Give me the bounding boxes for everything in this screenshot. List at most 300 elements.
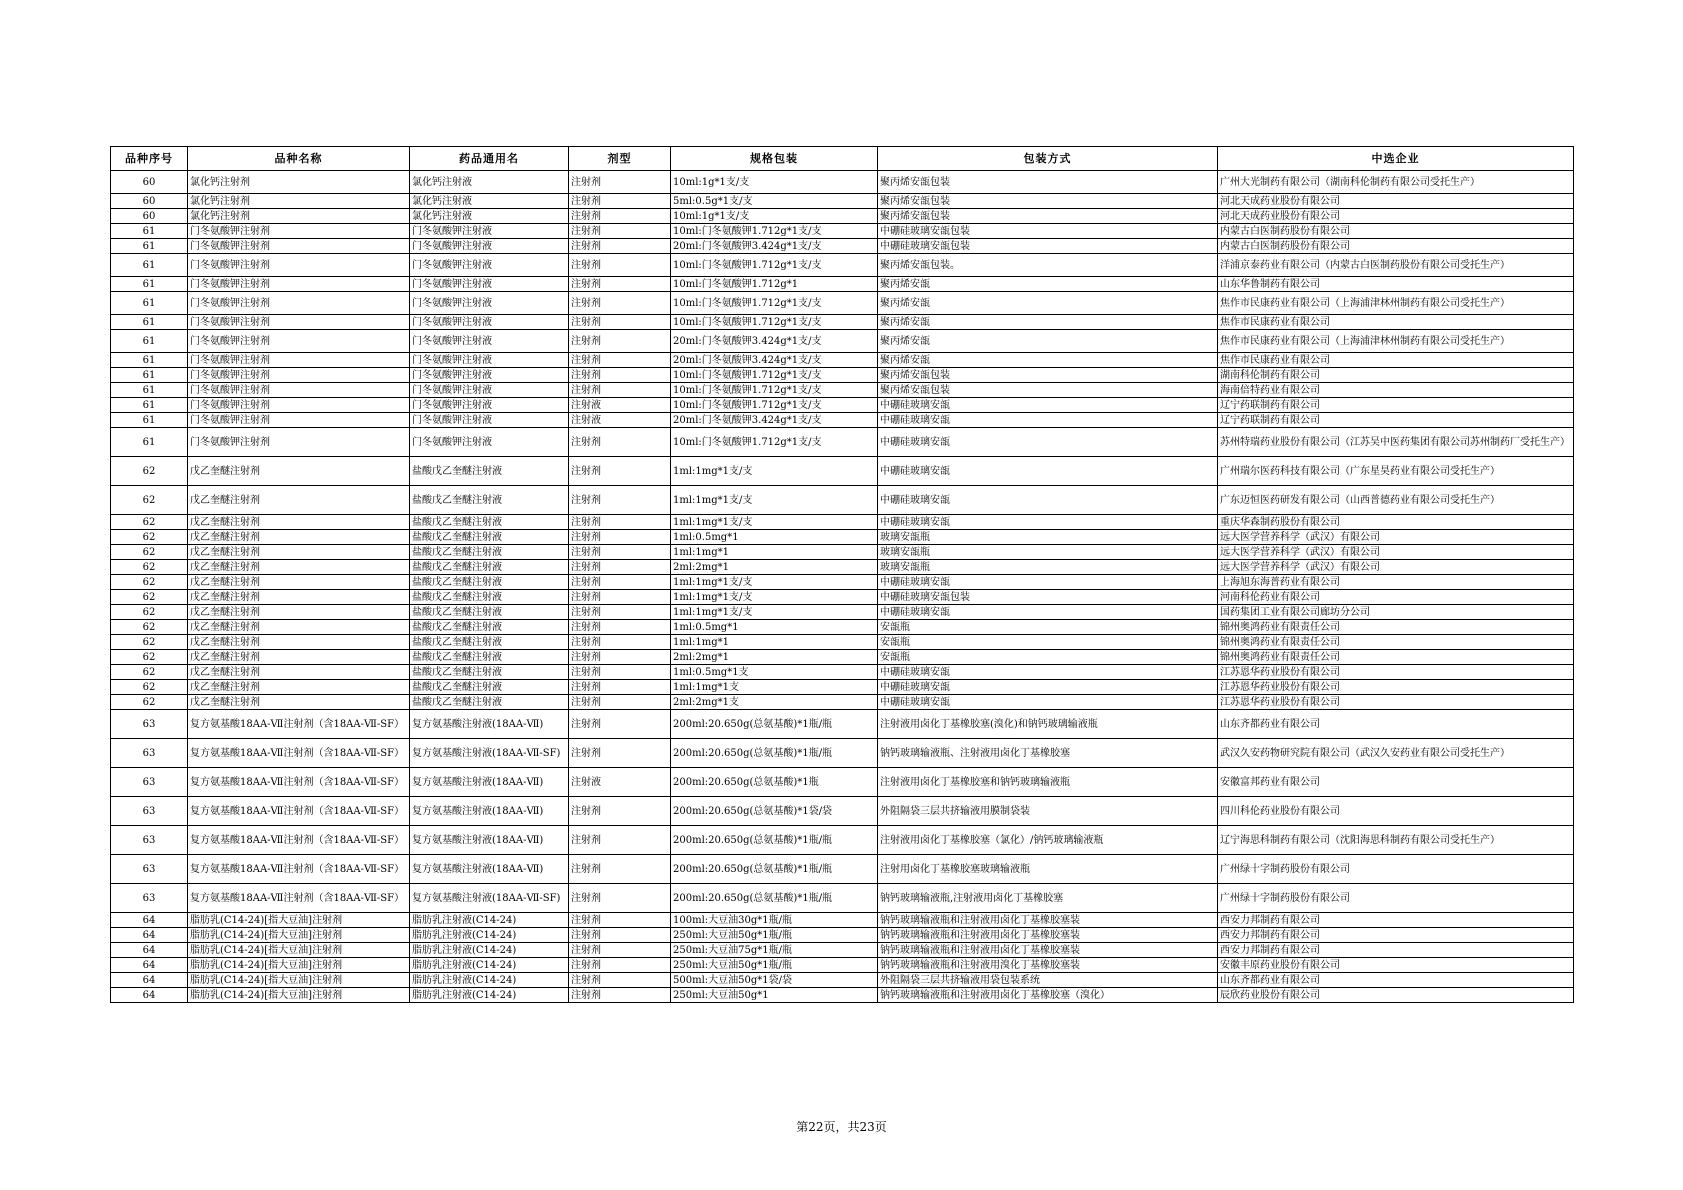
cell-dosage-form: 注射剂 bbox=[569, 620, 671, 635]
cell-packaging-method: 玻璃安瓿瓶 bbox=[878, 545, 1218, 560]
cell-packaging-method: 聚丙烯安瓿 bbox=[878, 353, 1218, 368]
cell-dosage-form: 注射剂 bbox=[569, 368, 671, 383]
cell-variety-no: 62 bbox=[111, 560, 188, 575]
table-row bbox=[111, 353, 1574, 368]
cell-variety-name: 门冬氨酸钾注射剂 bbox=[188, 224, 410, 239]
table-row bbox=[111, 239, 1574, 254]
cell-generic-name: 盐酸戊乙奎醚注射液 bbox=[410, 530, 569, 545]
cell-dosage-form: 注射剂 bbox=[569, 680, 671, 695]
cell-dosage-form: 注射剂 bbox=[569, 665, 671, 680]
cell-dosage-form: 注射剂 bbox=[569, 292, 671, 315]
cell-variety-no: 64 bbox=[111, 988, 188, 1003]
cell-selected-company: 辽宁海思科制药有限公司（沈阳海思科制药有限公司受托生产） bbox=[1218, 826, 1574, 855]
cell-dosage-form: 注射剂 bbox=[569, 739, 671, 768]
cell-packaging-method: 安瓿瓶 bbox=[878, 650, 1218, 665]
cell-spec-package: 1ml:0.5mg*1 bbox=[671, 530, 878, 545]
cell-generic-name: 门冬氨酸钾注射液 bbox=[410, 224, 569, 239]
cell-dosage-form: 注射液 bbox=[569, 413, 671, 428]
cell-variety-no: 63 bbox=[111, 855, 188, 884]
cell-generic-name: 复方氨基酸注射液(18AA-Ⅶ) bbox=[410, 797, 569, 826]
cell-selected-company: 西安力邦制药有限公司 bbox=[1218, 928, 1574, 943]
cell-spec-package: 1ml:1mg*1 bbox=[671, 635, 878, 650]
table-row bbox=[111, 797, 1574, 826]
cell-packaging-method: 钠钙玻璃输液瓶和注射液用溴化丁基橡胶塞装 bbox=[878, 958, 1218, 973]
cell-generic-name: 盐酸戊乙奎醚注射液 bbox=[410, 457, 569, 486]
cell-dosage-form: 注射剂 bbox=[569, 988, 671, 1003]
cell-generic-name: 盐酸戊乙奎醚注射液 bbox=[410, 665, 569, 680]
cell-generic-name: 盐酸戊乙奎醚注射液 bbox=[410, 545, 569, 560]
cell-selected-company: 辰欣药业股份有限公司 bbox=[1218, 988, 1574, 1003]
cell-generic-name: 氯化钙注射液 bbox=[410, 171, 569, 194]
cell-variety-no: 61 bbox=[111, 315, 188, 330]
cell-spec-package: 20ml:门冬氨酸钾3.424g*1支/支 bbox=[671, 330, 878, 353]
cell-spec-package: 2ml:2mg*1 bbox=[671, 560, 878, 575]
cell-variety-name: 戊乙奎醚注射剂 bbox=[188, 665, 410, 680]
cell-generic-name: 门冬氨酸钾注射液 bbox=[410, 413, 569, 428]
table-row bbox=[111, 768, 1574, 797]
cell-packaging-method: 玻璃安瓿瓶 bbox=[878, 530, 1218, 545]
cell-dosage-form: 注射剂 bbox=[569, 330, 671, 353]
cell-spec-package: 10ml:门冬氨酸钾1.712g*1支/支 bbox=[671, 254, 878, 277]
cell-spec-package: 1ml:1mg*1支/支 bbox=[671, 605, 878, 620]
cell-variety-name: 戊乙奎醚注射剂 bbox=[188, 605, 410, 620]
cell-selected-company: 锦州奥鸿药业有限责任公司 bbox=[1218, 650, 1574, 665]
cell-packaging-method: 聚丙烯安瓿 bbox=[878, 292, 1218, 315]
cell-dosage-form: 注射剂 bbox=[569, 383, 671, 398]
cell-spec-package: 10ml:门冬氨酸钾1.712g*1支/支 bbox=[671, 383, 878, 398]
cell-variety-no: 64 bbox=[111, 928, 188, 943]
cell-spec-package: 250ml:大豆油50g*1瓶/瓶 bbox=[671, 958, 878, 973]
cell-dosage-form: 注射液 bbox=[569, 398, 671, 413]
table-row bbox=[111, 457, 1574, 486]
cell-variety-no: 61 bbox=[111, 368, 188, 383]
cell-selected-company: 广州绿十字制药股份有限公司 bbox=[1218, 884, 1574, 913]
cell-packaging-method: 中硼硅玻璃安瓿 bbox=[878, 575, 1218, 590]
cell-generic-name: 门冬氨酸钾注射液 bbox=[410, 383, 569, 398]
cell-spec-package: 10ml:门冬氨酸钾1.712g*1支/支 bbox=[671, 315, 878, 330]
cell-packaging-method: 注射液用卤化丁基橡胶塞和钠钙玻璃输液瓶 bbox=[878, 768, 1218, 797]
cell-selected-company: 江苏恩华药业股份有限公司 bbox=[1218, 695, 1574, 710]
cell-generic-name: 氯化钙注射液 bbox=[410, 209, 569, 224]
cell-variety-name: 门冬氨酸钾注射剂 bbox=[188, 383, 410, 398]
cell-spec-package: 250ml:大豆油50g*1瓶/瓶 bbox=[671, 928, 878, 943]
cell-variety-no: 62 bbox=[111, 635, 188, 650]
cell-generic-name: 复方氨基酸注射液(18AA-Ⅶ) bbox=[410, 710, 569, 739]
cell-variety-name: 复方氨基酸18AA-Ⅶ注射剂（含18AA-Ⅶ-SF） bbox=[188, 797, 410, 826]
cell-packaging-method: 钠钙玻璃输液瓶和注射液用卤化丁基橡胶塞装 bbox=[878, 928, 1218, 943]
cell-spec-package: 1ml:1mg*1支/支 bbox=[671, 486, 878, 515]
cell-variety-name: 门冬氨酸钾注射剂 bbox=[188, 413, 410, 428]
cell-variety-name: 门冬氨酸钾注射剂 bbox=[188, 239, 410, 254]
table-row bbox=[111, 884, 1574, 913]
cell-variety-name: 戊乙奎醚注射剂 bbox=[188, 515, 410, 530]
cell-spec-package: 10ml:1g*1支/支 bbox=[671, 171, 878, 194]
cell-packaging-method: 外阻隔袋三层共挤输液用膜制袋装 bbox=[878, 797, 1218, 826]
cell-spec-package: 10ml:门冬氨酸钾1.712g*1 bbox=[671, 277, 878, 292]
cell-spec-package: 1ml:1mg*1支 bbox=[671, 680, 878, 695]
cell-packaging-method: 注射液用卤化丁基橡胶塞(溴化)和钠钙玻璃输液瓶 bbox=[878, 710, 1218, 739]
cell-dosage-form: 注射剂 bbox=[569, 209, 671, 224]
table-row bbox=[111, 605, 1574, 620]
cell-generic-name: 盐酸戊乙奎醚注射液 bbox=[410, 650, 569, 665]
cell-spec-package: 200ml:20.650g(总氨基酸)*1袋/袋 bbox=[671, 797, 878, 826]
cell-packaging-method: 聚丙烯安瓿 bbox=[878, 330, 1218, 353]
cell-variety-no: 61 bbox=[111, 292, 188, 315]
cell-generic-name: 脂肪乳注射液(C14-24) bbox=[410, 988, 569, 1003]
cell-selected-company: 武汉久安药物研究院有限公司（武汉久安药业有限公司受托生产） bbox=[1218, 739, 1574, 768]
header-variety-no: 品种序号 bbox=[111, 147, 188, 171]
cell-packaging-method: 聚丙烯安瓿 bbox=[878, 315, 1218, 330]
cell-dosage-form: 注射剂 bbox=[569, 530, 671, 545]
cell-generic-name: 盐酸戊乙奎醚注射液 bbox=[410, 620, 569, 635]
cell-spec-package: 500ml:大豆油50g*1袋/袋 bbox=[671, 973, 878, 988]
cell-variety-no: 61 bbox=[111, 239, 188, 254]
cell-variety-name: 门冬氨酸钾注射剂 bbox=[188, 254, 410, 277]
cell-variety-name: 门冬氨酸钾注射剂 bbox=[188, 330, 410, 353]
cell-spec-package: 10ml:门冬氨酸钾1.712g*1支/支 bbox=[671, 428, 878, 457]
cell-dosage-form: 注射剂 bbox=[569, 560, 671, 575]
cell-variety-no: 61 bbox=[111, 353, 188, 368]
header-generic-name: 药品通用名 bbox=[410, 147, 569, 171]
cell-spec-package: 200ml:20.650g(总氨基酸)*1瓶/瓶 bbox=[671, 826, 878, 855]
table-row bbox=[111, 710, 1574, 739]
cell-generic-name: 盐酸戊乙奎醚注射液 bbox=[410, 560, 569, 575]
cell-variety-name: 门冬氨酸钾注射剂 bbox=[188, 428, 410, 457]
table-row bbox=[111, 635, 1574, 650]
cell-variety-name: 戊乙奎醚注射剂 bbox=[188, 650, 410, 665]
cell-dosage-form: 注射剂 bbox=[569, 826, 671, 855]
cell-generic-name: 氯化钙注射液 bbox=[410, 194, 569, 209]
cell-spec-package: 1ml:0.5mg*1支 bbox=[671, 665, 878, 680]
cell-spec-package: 100ml:大豆油30g*1瓶/瓶 bbox=[671, 913, 878, 928]
cell-selected-company: 四川科伦药业股份有限公司 bbox=[1218, 797, 1574, 826]
table-row bbox=[111, 988, 1574, 1003]
cell-packaging-method: 中硼硅玻璃安瓿 bbox=[878, 428, 1218, 457]
cell-dosage-form: 注射剂 bbox=[569, 913, 671, 928]
cell-dosage-form: 注射剂 bbox=[569, 797, 671, 826]
cell-variety-no: 60 bbox=[111, 171, 188, 194]
cell-dosage-form: 注射剂 bbox=[569, 884, 671, 913]
cell-variety-name: 复方氨基酸18AA-Ⅶ注射剂（含18AA-Ⅶ-SF） bbox=[188, 710, 410, 739]
cell-spec-package: 200ml:20.650g(总氨基酸)*1瓶/瓶 bbox=[671, 739, 878, 768]
cell-packaging-method: 注射液用卤化丁基橡胶塞（氯化）/钠钙玻璃输液瓶 bbox=[878, 826, 1218, 855]
cell-variety-no: 61 bbox=[111, 398, 188, 413]
cell-variety-name: 戊乙奎醚注射剂 bbox=[188, 530, 410, 545]
cell-spec-package: 20ml:门冬氨酸钾3.424g*1支/支 bbox=[671, 413, 878, 428]
cell-packaging-method: 聚丙烯安瓿包装 bbox=[878, 194, 1218, 209]
cell-variety-name: 门冬氨酸钾注射剂 bbox=[188, 315, 410, 330]
cell-dosage-form: 注射液 bbox=[569, 768, 671, 797]
cell-packaging-method: 中硼硅玻璃安瓿 bbox=[878, 680, 1218, 695]
cell-variety-no: 63 bbox=[111, 884, 188, 913]
cell-variety-name: 戊乙奎醚注射剂 bbox=[188, 590, 410, 605]
cell-variety-name: 复方氨基酸18AA-Ⅶ注射剂（含18AA-Ⅶ-SF） bbox=[188, 768, 410, 797]
cell-variety-no: 62 bbox=[111, 620, 188, 635]
cell-variety-no: 62 bbox=[111, 457, 188, 486]
cell-variety-name: 氯化钙注射剂 bbox=[188, 194, 410, 209]
table-row bbox=[111, 545, 1574, 560]
cell-generic-name: 门冬氨酸钾注射液 bbox=[410, 277, 569, 292]
cell-dosage-form: 注射剂 bbox=[569, 515, 671, 530]
cell-selected-company: 内蒙古白医制药股份有限公司 bbox=[1218, 224, 1574, 239]
cell-packaging-method: 安瓿瓶 bbox=[878, 635, 1218, 650]
table-row bbox=[111, 575, 1574, 590]
table-row bbox=[111, 855, 1574, 884]
cell-variety-no: 63 bbox=[111, 710, 188, 739]
cell-packaging-method: 聚丙烯安瓿 bbox=[878, 277, 1218, 292]
table-row bbox=[111, 530, 1574, 545]
cell-spec-package: 1ml:1mg*1支/支 bbox=[671, 575, 878, 590]
cell-selected-company: 河北天成药业股份有限公司 bbox=[1218, 194, 1574, 209]
table-row bbox=[111, 739, 1574, 768]
cell-generic-name: 门冬氨酸钾注射液 bbox=[410, 239, 569, 254]
cell-selected-company: 洋浦京泰药业有限公司（内蒙古白医制药股份有限公司受托生产） bbox=[1218, 254, 1574, 277]
cell-variety-no: 64 bbox=[111, 913, 188, 928]
table-row bbox=[111, 315, 1574, 330]
table-row bbox=[111, 560, 1574, 575]
cell-packaging-method: 钠钙玻璃输液瓶和注射液用卤化丁基橡胶塞装 bbox=[878, 913, 1218, 928]
header-packaging-method: 包装方式 bbox=[878, 147, 1218, 171]
cell-packaging-method: 聚丙烯安瓿包装 bbox=[878, 209, 1218, 224]
cell-packaging-method: 外阻隔袋三层共挤输液用袋包装系统 bbox=[878, 973, 1218, 988]
cell-variety-no: 62 bbox=[111, 695, 188, 710]
cell-selected-company: 锦州奥鸿药业有限责任公司 bbox=[1218, 635, 1574, 650]
table-row bbox=[111, 665, 1574, 680]
cell-packaging-method: 钠钙玻璃输液瓶、注射液用卤化丁基橡胶塞 bbox=[878, 739, 1218, 768]
cell-generic-name: 复方氨基酸注射液(18AA-Ⅶ-SF) bbox=[410, 739, 569, 768]
cell-dosage-form: 注射剂 bbox=[569, 254, 671, 277]
table-row bbox=[111, 486, 1574, 515]
cell-dosage-form: 注射剂 bbox=[569, 545, 671, 560]
cell-variety-no: 62 bbox=[111, 575, 188, 590]
table-row bbox=[111, 943, 1574, 958]
cell-packaging-method: 中硼硅玻璃安瓿 bbox=[878, 605, 1218, 620]
cell-spec-package: 10ml:1g*1支/支 bbox=[671, 209, 878, 224]
cell-generic-name: 复方氨基酸注射液(18AA-Ⅶ) bbox=[410, 826, 569, 855]
cell-packaging-method: 注射用卤化丁基橡胶塞玻璃输液瓶 bbox=[878, 855, 1218, 884]
cell-selected-company: 安徽丰原药业股份有限公司 bbox=[1218, 958, 1574, 973]
cell-variety-name: 戊乙奎醚注射剂 bbox=[188, 575, 410, 590]
cell-selected-company: 山东齐都药业有限公司 bbox=[1218, 973, 1574, 988]
cell-packaging-method: 聚丙烯安瓿包装 bbox=[878, 383, 1218, 398]
cell-selected-company: 国药集团工业有限公司廊坊分公司 bbox=[1218, 605, 1574, 620]
cell-generic-name: 门冬氨酸钾注射液 bbox=[410, 292, 569, 315]
cell-selected-company: 西安力邦制药有限公司 bbox=[1218, 913, 1574, 928]
header-selected-company: 中选企业 bbox=[1218, 147, 1574, 171]
cell-variety-name: 脂肪乳(C14-24)[指大豆油]注射剂 bbox=[188, 988, 410, 1003]
cell-selected-company: 焦作市民康药业有限公司（上海浦津林州制药有限公司受托生产） bbox=[1218, 292, 1574, 315]
cell-variety-name: 戊乙奎醚注射剂 bbox=[188, 486, 410, 515]
header-spec-package: 规格包装 bbox=[671, 147, 878, 171]
cell-variety-no: 62 bbox=[111, 665, 188, 680]
cell-spec-package: 1ml:1mg*1支/支 bbox=[671, 515, 878, 530]
cell-dosage-form: 注射剂 bbox=[569, 239, 671, 254]
cell-packaging-method: 钠钙玻璃输液瓶和注射液用卤化丁基橡胶塞装 bbox=[878, 943, 1218, 958]
cell-dosage-form: 注射剂 bbox=[569, 171, 671, 194]
cell-generic-name: 门冬氨酸钾注射液 bbox=[410, 398, 569, 413]
cell-variety-no: 61 bbox=[111, 254, 188, 277]
cell-selected-company: 重庆华森制药股份有限公司 bbox=[1218, 515, 1574, 530]
cell-selected-company: 焦作市民康药业有限公司（上海浦津林州制药有限公司受托生产） bbox=[1218, 330, 1574, 353]
cell-dosage-form: 注射剂 bbox=[569, 973, 671, 988]
cell-variety-name: 戊乙奎醚注射剂 bbox=[188, 457, 410, 486]
cell-dosage-form: 注射剂 bbox=[569, 353, 671, 368]
cell-selected-company: 广州大光制药有限公司（湖南科伦制药有限公司受托生产） bbox=[1218, 171, 1574, 194]
cell-dosage-form: 注射剂 bbox=[569, 710, 671, 739]
cell-selected-company: 河北天成药业股份有限公司 bbox=[1218, 209, 1574, 224]
cell-dosage-form: 注射剂 bbox=[569, 855, 671, 884]
cell-packaging-method: 中硼硅玻璃安瓿 bbox=[878, 695, 1218, 710]
cell-spec-package: 250ml:大豆油50g*1 bbox=[671, 988, 878, 1003]
cell-packaging-method: 安瓿瓶 bbox=[878, 620, 1218, 635]
table-row bbox=[111, 620, 1574, 635]
cell-packaging-method: 中硼硅玻璃安瓿 bbox=[878, 413, 1218, 428]
cell-packaging-method: 中硼硅玻璃安瓿 bbox=[878, 398, 1218, 413]
cell-generic-name: 门冬氨酸钾注射液 bbox=[410, 330, 569, 353]
cell-spec-package: 200ml:20.650g(总氨基酸)*1瓶/瓶 bbox=[671, 710, 878, 739]
cell-variety-no: 61 bbox=[111, 330, 188, 353]
cell-variety-no: 64 bbox=[111, 973, 188, 988]
cell-variety-name: 氯化钙注射剂 bbox=[188, 209, 410, 224]
cell-variety-name: 脂肪乳(C14-24)[指大豆油]注射剂 bbox=[188, 973, 410, 988]
cell-spec-package: 20ml:门冬氨酸钾3.424g*1支/支 bbox=[671, 239, 878, 254]
table-row bbox=[111, 958, 1574, 973]
cell-generic-name: 门冬氨酸钾注射液 bbox=[410, 353, 569, 368]
cell-selected-company: 湖南科伦制药有限公司 bbox=[1218, 368, 1574, 383]
cell-generic-name: 脂肪乳注射液(C14-24) bbox=[410, 943, 569, 958]
table-row bbox=[111, 277, 1574, 292]
cell-variety-name: 复方氨基酸18AA-Ⅶ注射剂（含18AA-Ⅶ-SF） bbox=[188, 739, 410, 768]
cell-spec-package: 10ml:门冬氨酸钾1.712g*1支/支 bbox=[671, 368, 878, 383]
cell-dosage-form: 注射剂 bbox=[569, 457, 671, 486]
cell-selected-company: 内蒙古白医制药股份有限公司 bbox=[1218, 239, 1574, 254]
cell-spec-package: 200ml:20.650g(总氨基酸)*1瓶/瓶 bbox=[671, 884, 878, 913]
cell-variety-name: 脂肪乳(C14-24)[指大豆油]注射剂 bbox=[188, 928, 410, 943]
cell-generic-name: 盐酸戊乙奎醚注射液 bbox=[410, 486, 569, 515]
cell-variety-no: 63 bbox=[111, 739, 188, 768]
page-number: 第22页，共23页 bbox=[796, 1120, 887, 1134]
cell-variety-no: 62 bbox=[111, 680, 188, 695]
cell-variety-name: 复方氨基酸18AA-Ⅶ注射剂（含18AA-Ⅶ-SF） bbox=[188, 826, 410, 855]
cell-packaging-method: 中硼硅玻璃安瓿包装 bbox=[878, 590, 1218, 605]
cell-selected-company: 广州瑞尔医药科技有限公司（广东星昊药业有限公司受托生产） bbox=[1218, 457, 1574, 486]
cell-dosage-form: 注射剂 bbox=[569, 315, 671, 330]
procurement-table-container bbox=[110, 146, 1573, 1003]
cell-selected-company: 焦作市民康药业有限公司 bbox=[1218, 315, 1574, 330]
cell-spec-package: 10ml:门冬氨酸钾1.712g*1支/支 bbox=[671, 292, 878, 315]
cell-selected-company: 苏州特瑞药业股份有限公司（江苏吴中医药集团有限公司苏州制药厂受托生产） bbox=[1218, 428, 1574, 457]
table-row bbox=[111, 928, 1574, 943]
cell-generic-name: 脂肪乳注射液(C14-24) bbox=[410, 928, 569, 943]
cell-variety-name: 门冬氨酸钾注射剂 bbox=[188, 398, 410, 413]
table-row bbox=[111, 194, 1574, 209]
cell-selected-company: 广东迈恒医药研发有限公司（山西普德药业有限公司受托生产） bbox=[1218, 486, 1574, 515]
cell-spec-package: 10ml:门冬氨酸钾1.712g*1支/支 bbox=[671, 398, 878, 413]
table-row bbox=[111, 428, 1574, 457]
cell-packaging-method: 中硼硅玻璃安瓿 bbox=[878, 457, 1218, 486]
cell-variety-name: 脂肪乳(C14-24)[指大豆油]注射剂 bbox=[188, 958, 410, 973]
cell-dosage-form: 注射剂 bbox=[569, 590, 671, 605]
cell-spec-package: 1ml:0.5mg*1 bbox=[671, 620, 878, 635]
cell-generic-name: 盐酸戊乙奎醚注射液 bbox=[410, 590, 569, 605]
cell-dosage-form: 注射剂 bbox=[569, 486, 671, 515]
cell-spec-package: 1ml:1mg*1 bbox=[671, 545, 878, 560]
table-row bbox=[111, 330, 1574, 353]
cell-selected-company: 海南倍特药业有限公司 bbox=[1218, 383, 1574, 398]
cell-variety-no: 62 bbox=[111, 590, 188, 605]
cell-generic-name: 脂肪乳注射液(C14-24) bbox=[410, 958, 569, 973]
cell-selected-company: 安徽富邦药业有限公司 bbox=[1218, 768, 1574, 797]
cell-generic-name: 盐酸戊乙奎醚注射液 bbox=[410, 635, 569, 650]
cell-dosage-form: 注射剂 bbox=[569, 575, 671, 590]
cell-variety-name: 复方氨基酸18AA-Ⅶ注射剂（含18AA-Ⅶ-SF） bbox=[188, 884, 410, 913]
cell-selected-company: 广州绿十字制药股份有限公司 bbox=[1218, 855, 1574, 884]
cell-spec-package: 10ml:门冬氨酸钾1.712g*1支/支 bbox=[671, 224, 878, 239]
table-row bbox=[111, 383, 1574, 398]
table-row bbox=[111, 224, 1574, 239]
cell-variety-no: 63 bbox=[111, 768, 188, 797]
header-variety-name: 品种名称 bbox=[188, 147, 410, 171]
header-row bbox=[111, 147, 1574, 171]
cell-selected-company: 锦州奥鸿药业有限责任公司 bbox=[1218, 620, 1574, 635]
cell-spec-package: 200ml:20.650g(总氨基酸)*1瓶/瓶 bbox=[671, 855, 878, 884]
cell-generic-name: 门冬氨酸钾注射液 bbox=[410, 254, 569, 277]
cell-generic-name: 盐酸戊乙奎醚注射液 bbox=[410, 605, 569, 620]
cell-variety-name: 戊乙奎醚注射剂 bbox=[188, 680, 410, 695]
cell-variety-name: 门冬氨酸钾注射剂 bbox=[188, 368, 410, 383]
cell-variety-no: 62 bbox=[111, 650, 188, 665]
cell-generic-name: 盐酸戊乙奎醚注射液 bbox=[410, 575, 569, 590]
cell-variety-no: 62 bbox=[111, 515, 188, 530]
cell-selected-company: 山东齐都药业有限公司 bbox=[1218, 710, 1574, 739]
cell-selected-company: 辽宁药联制药有限公司 bbox=[1218, 398, 1574, 413]
table-row bbox=[111, 590, 1574, 605]
cell-packaging-method: 聚丙烯安瓿包装 bbox=[878, 171, 1218, 194]
cell-variety-no: 64 bbox=[111, 943, 188, 958]
cell-dosage-form: 注射剂 bbox=[569, 650, 671, 665]
cell-variety-no: 61 bbox=[111, 277, 188, 292]
cell-generic-name: 脂肪乳注射液(C14-24) bbox=[410, 973, 569, 988]
cell-packaging-method: 中硼硅玻璃安瓿 bbox=[878, 665, 1218, 680]
table-row bbox=[111, 398, 1574, 413]
cell-variety-no: 60 bbox=[111, 194, 188, 209]
table-row bbox=[111, 680, 1574, 695]
cell-variety-name: 氯化钙注射剂 bbox=[188, 171, 410, 194]
cell-variety-no: 61 bbox=[111, 224, 188, 239]
table-row bbox=[111, 292, 1574, 315]
cell-variety-name: 门冬氨酸钾注射剂 bbox=[188, 353, 410, 368]
table-row bbox=[111, 695, 1574, 710]
cell-selected-company: 江苏恩华药业股份有限公司 bbox=[1218, 680, 1574, 695]
cell-dosage-form: 注射剂 bbox=[569, 943, 671, 958]
cell-dosage-form: 注射剂 bbox=[569, 958, 671, 973]
cell-variety-no: 61 bbox=[111, 428, 188, 457]
cell-generic-name: 门冬氨酸钾注射液 bbox=[410, 428, 569, 457]
cell-variety-no: 60 bbox=[111, 209, 188, 224]
cell-selected-company: 远大医学营养科学（武汉）有限公司 bbox=[1218, 530, 1574, 545]
cell-generic-name: 复方氨基酸注射液(18AA-Ⅶ) bbox=[410, 855, 569, 884]
cell-dosage-form: 注射剂 bbox=[569, 695, 671, 710]
cell-variety-name: 戊乙奎醚注射剂 bbox=[188, 545, 410, 560]
cell-selected-company: 西安力邦制药有限公司 bbox=[1218, 943, 1574, 958]
cell-variety-no: 62 bbox=[111, 545, 188, 560]
cell-selected-company: 远大医学营养科学（武汉）有限公司 bbox=[1218, 560, 1574, 575]
table-row bbox=[111, 171, 1574, 194]
cell-generic-name: 盐酸戊乙奎醚注射液 bbox=[410, 680, 569, 695]
cell-variety-name: 戊乙奎醚注射剂 bbox=[188, 560, 410, 575]
cell-selected-company: 辽宁药联制药有限公司 bbox=[1218, 413, 1574, 428]
cell-generic-name: 复方氨基酸注射液(18AA-Ⅶ-SF) bbox=[410, 884, 569, 913]
